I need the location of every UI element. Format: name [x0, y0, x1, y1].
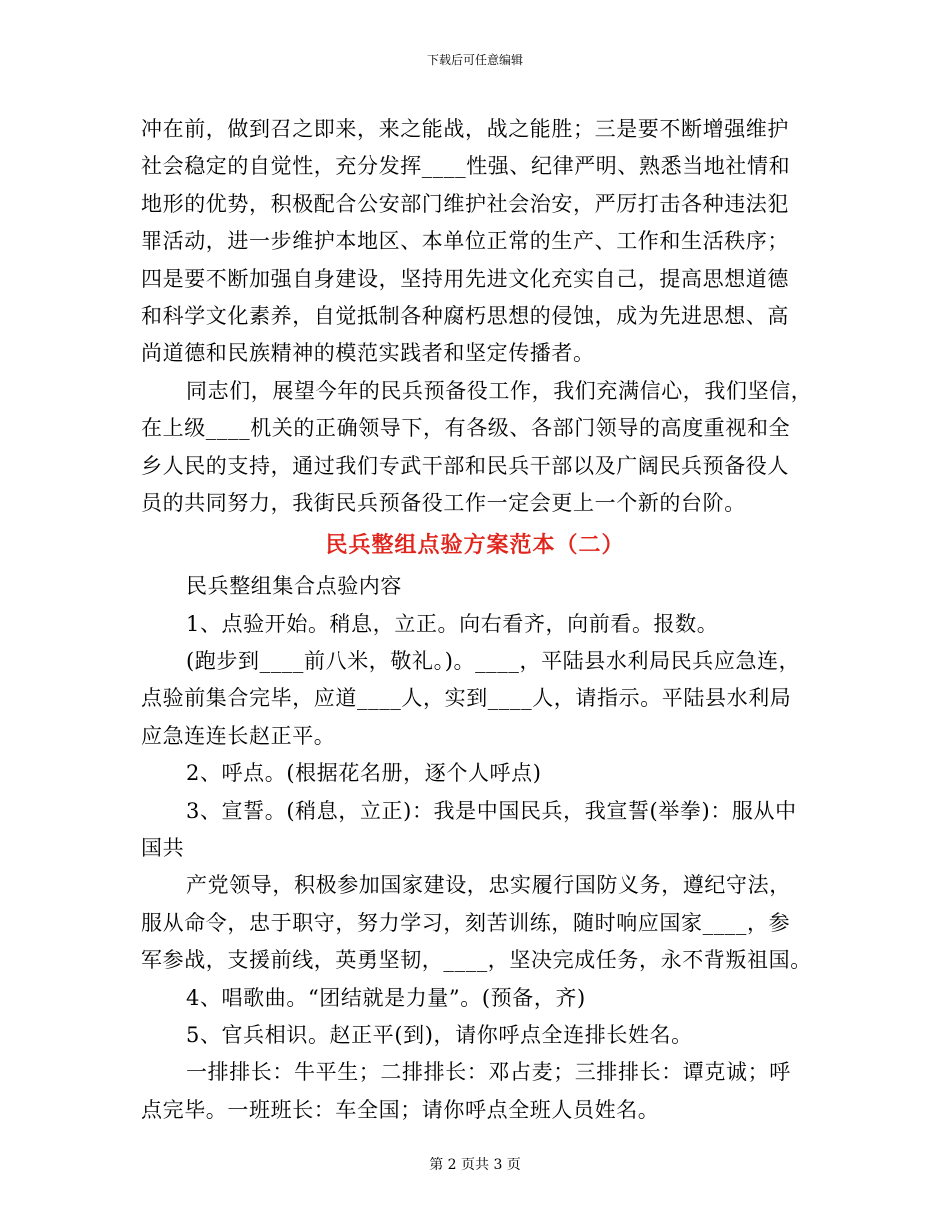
document-body	[141, 111, 813, 1129]
text-line: 罪活动，进一步维护本地区、本单位正常的生产、工作和生活秩序；	[141, 229, 789, 254]
text-line: 乡人民的支持，通过我们专武干部和民兵干部以及广阔民兵预备役人	[141, 453, 789, 478]
text-line: 5、官兵相识。赵正平(到)，请你呼点全连排长姓名。	[186, 1022, 693, 1047]
text-line: 一排排长：牛平生；二排排长：邓占麦；三排排长：谭克诚；呼	[186, 1060, 791, 1085]
text-line: 产党领导，积极参加国家建设，忠实履行国防义务，遵纪守法，	[186, 873, 791, 898]
text-line: 尚道德和民族精神的模范实践者和坚定传播者。	[141, 341, 595, 366]
section-title: 民兵整组点验方案范本（二）	[325, 532, 625, 559]
text-line: 地形的优势，积极配合公安部门维护社会治安，严厉打击各种违法犯	[141, 191, 789, 216]
text-line: 冲在前，做到召之即来，来之能战，战之能胜；三是要不断增强维护	[141, 117, 789, 141]
text-line: 国共	[141, 836, 185, 861]
text-line: 应急连连长赵正平。	[141, 723, 336, 748]
text-line: 四是要不断加强自身建设，坚持用先进文化充实自己，提高思想道德	[141, 266, 789, 291]
text-line: 员的共同努力，我街民兵预备役工作一定会更上一个新的台阶。	[141, 490, 746, 515]
text-line: 和科学文化素养，自觉抵制各种腐朽思想的侵蚀，成为先进思想、高	[141, 303, 789, 328]
text-line: 民兵整组集合点验内容	[186, 574, 402, 599]
paragraph-step-5	[141, 1017, 809, 1054]
paragraph-oath	[141, 867, 812, 979]
text-line: 同志们，展望今年的民兵预备役工作，我们充满信心，我们坚信，	[186, 378, 813, 403]
text-line: 1、点验开始。稍息，立正。向右看齐，向前看。报数。	[186, 611, 719, 636]
paragraph-step-4	[141, 980, 809, 1017]
text-line: 点完毕。一班班长：车全国；请你呼点全班人员姓名。	[141, 1097, 660, 1122]
text-line: 社会稳定的自觉性，充分发挥____性强、纪律严明、熟悉当地社情和	[141, 154, 791, 179]
text-line: 3、宣誓。(稍息，立正)：我是中国民兵，我宣誓(举拳)：服从中	[186, 798, 797, 823]
paragraph-duty-list	[141, 111, 809, 373]
text-line: 服从命令，忠于职守，努力学习，刻苦训练，随时响应国家____，参	[141, 910, 791, 935]
paragraph-report	[141, 643, 809, 755]
paragraph-step-3	[141, 793, 809, 868]
paragraph-step-2	[141, 755, 809, 792]
text-line: 4、唱歌曲。“团结就是力量”。(预备，齐)	[186, 985, 586, 1010]
page-header: 下载后可任意编辑	[426, 53, 523, 67]
text-line: 点验前集合完毕，应道____人，实到____人，请指示。平陆县水利局	[141, 686, 792, 711]
paragraph-roll-call	[141, 1054, 809, 1129]
paragraph-closing	[141, 373, 813, 523]
paragraph-step-1	[141, 606, 809, 643]
page-footer: 第 2 页共 3 页	[429, 1157, 521, 1173]
text-line: 军参战，支援前线，英勇坚韧，____，坚决完成任务，永不背叛祖国。	[141, 948, 812, 973]
text-line: 2、呼点。(根据花名册，逐个人呼点)	[186, 761, 542, 786]
text-line: 在上级____机关的正确领导下，有各级、各部门领导的高度重视和全	[141, 416, 791, 441]
paragraph-inspection-heading	[141, 568, 809, 605]
text-line: (跑步到____前八米，敬礼。)。____，平陆县水利局民兵应急连，	[186, 649, 801, 674]
